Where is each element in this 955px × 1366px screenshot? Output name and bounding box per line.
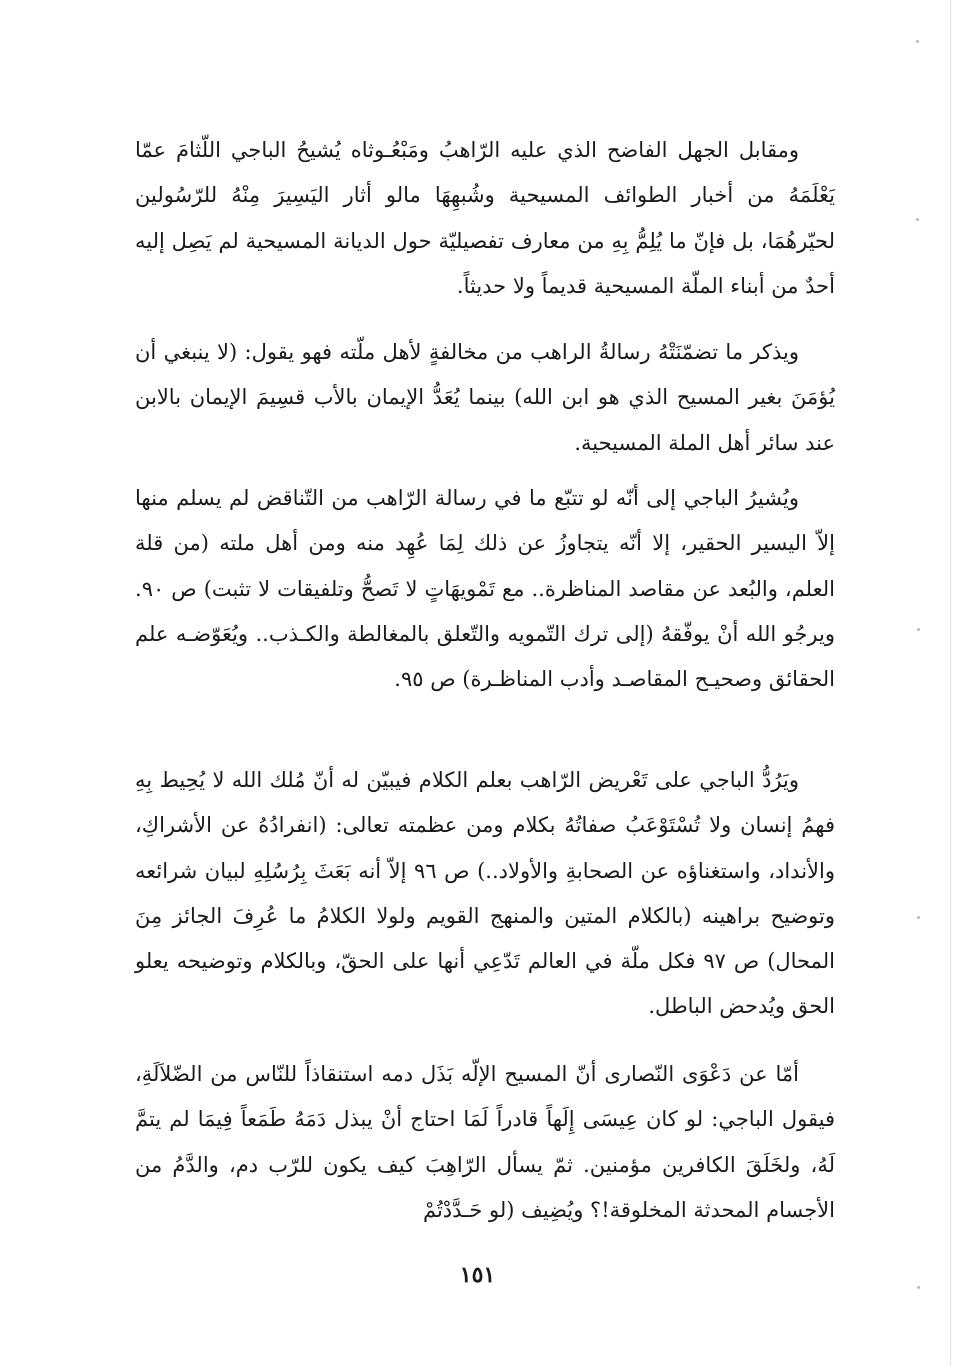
scan-speck: [917, 916, 920, 919]
scan-speck: [917, 628, 920, 631]
paragraph-text: أمّا عن دَعْوَى النّصارى أنّ المسيح الإلّه بَذَل دمه استنقاذاً للنّاس من الضّلاَلَةِ، فيقول الباجي: لو كان عِيسَى إِلَهاً قادراً لَمَا احتاج أنْ يبذل دَمَهُ طَمَعاً فِيمَا لم يتمَّ لَهُ، ولخَلَقَ الكافرين مؤمنين. ثمّ يسأل الرّاهِبَ كيف يكون للرّب دم، والدَّمُ من الأجسام المحدثة المخلوقة!؟ ويُضِيف (لو حَـدَّدْتُمْ: [135, 1062, 835, 1222]
paragraph-4: [135, 758, 835, 1030]
paragraph-text: ويُشيرُ الباجي إلى أنّه لو تتبّع ما في رسالة الرّاهب من التّناقض لم يسلم منها إلاّ اليسير الحقير، إلا أنّه يتجاوزُ عن ذلك لِمَا عُهِد منه ومن أهل ملته (من قلة العلم، والبُعد عن مقاصد المناظرة.. مع تَمْويهَاتٍ لا تَصحُّ وتلفيقات لا تثبت) ص ٩٠. ويرجُو الله أنْ يوفّقهُ (إلى ترك التّمويه والتّعلق بالمغالطة والكـذب.. ويُعَوّضـه علم الحقائق وصحيـح المقاصـد وأدب المناظـرة) ص ٩٥.: [135, 486, 835, 692]
paragraph-1: [135, 128, 835, 309]
paragraph-2: [135, 330, 835, 466]
paragraph-3: [135, 476, 835, 702]
scan-speck: [916, 218, 919, 221]
paragraph-5: [135, 1052, 835, 1233]
page-number: ١٥١: [459, 1262, 496, 1288]
scan-speck: [916, 40, 919, 43]
paragraph-text: ومقابل الجهل الفاضح الذي عليه الرّاهبُ ومَبْعُـوثاه يُشيحُ الباجي اللّثامَ عمّا يَعْلَمَهُ من أخبار الطوائف المسيحية وشُبهِهَا مالو أثار اليَسِيرَ مِنْهُ للرّسُولين لحيّرهُمَا، بل فإنّ ما يُلِمُّ بِهِ من معارف تفصيليّة حول الديانة المسيحية لم يَصِل إليه أحدٌ من أبناء الملّة المسيحية قديماً ولا حديثاً.: [135, 138, 835, 298]
scan-edge-line: [950, 0, 951, 1366]
paragraph-text: ويَرُدُّ الباجي على تَعْريض الرّاهب بعلم الكلام فيبيّن له أنّ مُلك الله لا يُحِيط بِهِ فهمُ إنسان ولا تُسْتَوْعَبُ صفاتُهُ بكلام ومن عظمته تعالى: (انفرادُهُ عن الأشراكِ، والأنداد، واستغناؤه عن الصحابةِ والأولاد..) ص ٩٦ إلاّ أنه بَعَثَ بِرُسُلِهِ لبيان شرائعه وتوضيح براهينه (بالكلام المتين والمنهج القويم ولولا الكلامُ ما عُرِفَ الجائز مِنَ المحال) ص ٩٧ فكل ملّة في العالم تَدّعِي أنها على الحقّ، وبالكلام وتوضيحه يعلو الحق ويُدحض الباطل.: [135, 768, 835, 1019]
paragraph-text: ويذكر ما تضمّنَتْهُ رسالةُ الراهب من مخالفةٍ لأهل ملّته فهو يقول: (لا ينبغي أن يُؤمَنَ بغير المسيح الذي هو ابن الله) بينما يُعَدُّ الإيمان بالأب قسِيمَ الإيمان بالابن عند سائر أهل الملة المسيحية.: [135, 340, 835, 455]
